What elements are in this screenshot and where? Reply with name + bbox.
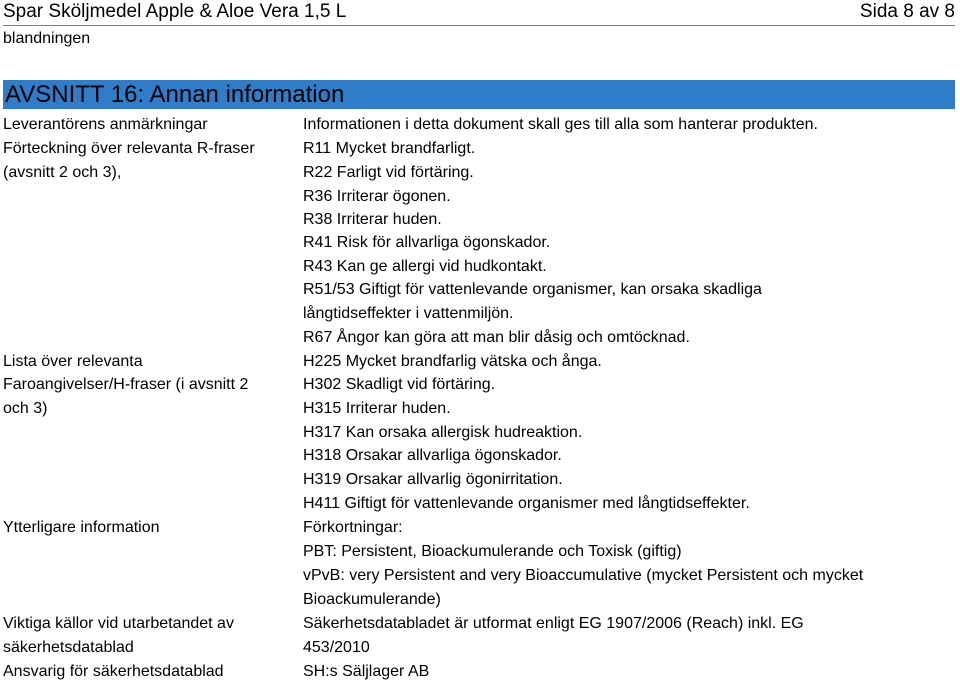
further-info-line: vPvB: very Persistent and very Bioaccumulative (mycket Persistent och mycket [303, 567, 864, 584]
section-title: AVSNITT 16: Annan information [5, 81, 345, 108]
further-info-label: Ytterligare information [3, 519, 160, 536]
page-number: Sida 8 av 8 [859, 1, 955, 22]
further-info-line: Förkortningar: [303, 519, 403, 536]
r-phrase-line: R51/53 Giftigt för vattenlevande organismer, kan orsaka skadliga [303, 281, 762, 298]
h-phrase-line: H319 Orsakar allvarlig ögonirritation. [303, 471, 563, 488]
r-phrases-label-line: Förteckning över relevanta R-fraser [3, 140, 255, 157]
h-phrase-line: H317 Kan orsaka allergisk hudreaktion. [303, 424, 583, 441]
section-header-bar [3, 80, 955, 109]
supplier-notes-label: Leverantörens anmärkningar [3, 116, 208, 133]
h-phrase-line: H411 Giftigt för vattenlevande organismer med långtidseffekter. [303, 495, 750, 512]
h-phrases-label-line: Faroangivelser/H-fraser (i avsnitt 2 [3, 376, 249, 393]
r-phrase-line: R38 Irriterar huden. [303, 211, 442, 228]
r-phrase-line: långtidseffekter i vattenmiljön. [303, 305, 514, 322]
page-header [3, 0, 955, 24]
further-info-line: PBT: Persistent, Bioackumulerande och Toxisk (giftig) [303, 543, 682, 560]
r-phrase-line: R67 Ångor kan göra att man blir dåsig och omtöcknad. [303, 329, 690, 346]
further-info-line: Bioackumulerande) [303, 591, 441, 608]
sources-line: Säkerhetsdatabladet är utformat enligt EG 1907/2006 (Reach) inkl. EG [303, 615, 804, 632]
h-phrase-line: H302 Skadligt vid förtäring. [303, 376, 496, 393]
supplier-notes-text: Informationen i detta dokument skall ges till alla som hanterar produkten. [303, 116, 818, 133]
h-phrase-line: H315 Irriterar huden. [303, 400, 451, 417]
h-phrase-line: H318 Orsakar allvarliga ögonskador. [303, 447, 562, 464]
r-phrase-line: R22 Farligt vid förtäring. [303, 164, 474, 181]
r-phrases-label-line: (avsnitt 2 och 3), [3, 164, 122, 181]
sources-line: 453/2010 [303, 639, 370, 656]
r-phrase-line: R41 Risk för allvarliga ögonskador. [303, 234, 551, 251]
sources-label-line: Viktiga källor vid utarbetandet av [3, 615, 234, 632]
responsible-label: Ansvarig för säkerhetsdatablad [3, 663, 224, 680]
h-phrase-line: H225 Mycket brandfarlig vätska och ånga. [303, 353, 602, 370]
responsible-value: SH:s Säljlager AB [303, 663, 430, 680]
document-title: Spar Sköljmedel Apple & Aloe Vera 1,5 L [3, 1, 347, 22]
h-phrases-label-line: Lista över relevanta [3, 353, 143, 370]
document-subtitle: blandningen [3, 30, 91, 47]
r-phrase-line: R43 Kan ge allergi vid hudkontakt. [303, 258, 547, 275]
h-phrases-label-line: och 3) [3, 400, 48, 417]
r-phrase-line: R36 Irriterar ögonen. [303, 188, 451, 205]
header-divider [3, 25, 955, 26]
sources-label-line: säkerhetsdatablad [3, 639, 134, 656]
r-phrase-line: R11 Mycket brandfarligt. [303, 140, 476, 157]
